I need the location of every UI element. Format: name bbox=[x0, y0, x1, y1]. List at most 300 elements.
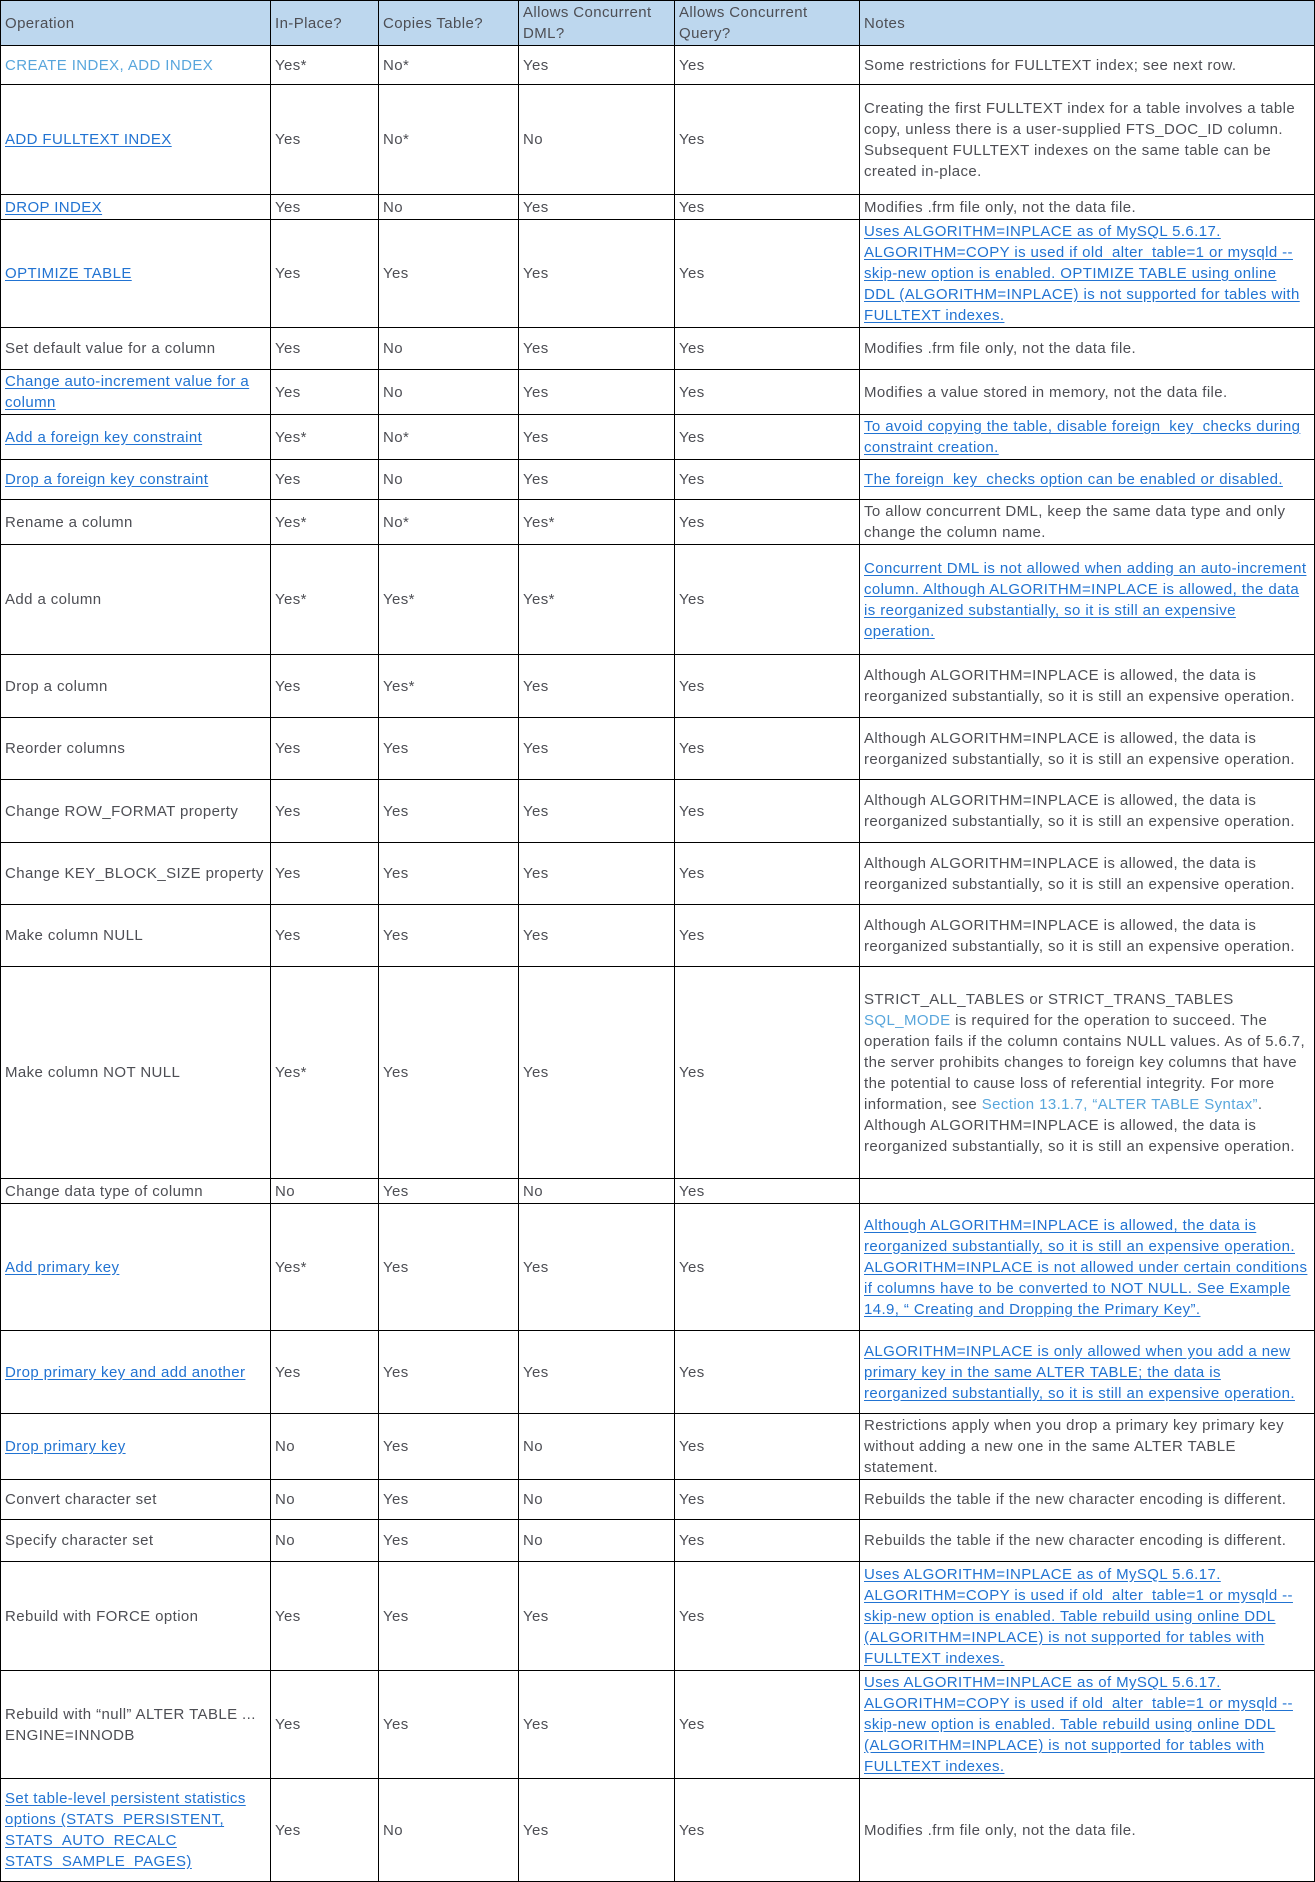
notes-cell bbox=[860, 1671, 1315, 1779]
copies-table-value: Yes bbox=[383, 927, 409, 944]
concurrent-dml-value: Yes bbox=[523, 677, 549, 695]
operation-text: Rename a column bbox=[5, 513, 133, 531]
copies-table-cell bbox=[379, 370, 519, 415]
concurrent-query-cell bbox=[675, 328, 860, 370]
copies-table-value: Yes bbox=[383, 1064, 409, 1081]
notes-cell bbox=[860, 195, 1315, 220]
notes-cell bbox=[860, 905, 1315, 967]
in-place-value: Yes bbox=[275, 1363, 301, 1381]
in-place-cell bbox=[271, 1480, 379, 1520]
concurrent-dml-cell bbox=[519, 967, 675, 1179]
in-place-cell bbox=[271, 500, 379, 545]
operation-cell bbox=[1, 1779, 271, 1882]
in-place-value: No bbox=[275, 1182, 295, 1200]
notes-link[interactable]: ALGORITHM=INPLACE is only allowed when you add a new primary key in the same ALTER TABLE; the data is reorganized substantially, so it is still an expensive operation. bbox=[864, 1342, 1295, 1402]
operation-cell bbox=[1, 1331, 271, 1414]
concurrent-dml-cell bbox=[519, 1520, 675, 1562]
copies-table-value: Yes* bbox=[383, 677, 415, 695]
operation-cell bbox=[1, 545, 271, 655]
concurrent-dml-value: Yes bbox=[523, 927, 549, 944]
concurrent-dml-value: Yes bbox=[523, 802, 549, 820]
notes-link[interactable]: Although ALGORITHM=INPLACE is allowed, the data is reorganized substantially, so it is still an expensive operation. ALGORITHM=INPLACE is not allowed under certain conditions if columns have to be converted to NOT NULL. See Example 14.9, “ Creating and Dropping the Primary Key”. bbox=[864, 1216, 1308, 1318]
table-row bbox=[1, 220, 1315, 328]
notes-text: STRICT_ALL_TABLES or STRICT_TRANS_TABLES bbox=[864, 990, 1234, 1008]
notes-text: Modifies .frm file only, not the data file. bbox=[864, 198, 1137, 216]
concurrent-query-cell bbox=[675, 370, 860, 415]
concurrent-dml-cell bbox=[519, 85, 675, 195]
copies-table-cell bbox=[379, 415, 519, 460]
in-place-value: No bbox=[275, 1438, 295, 1455]
notes-text: Although ALGORITHM=INPLACE is allowed, the data is reorganized substantially, so it is still an expensive operation. bbox=[864, 667, 1295, 705]
in-place-cell bbox=[271, 46, 379, 85]
notes-cell bbox=[860, 415, 1315, 460]
copies-table-cell bbox=[379, 460, 519, 500]
in-place-cell bbox=[271, 1414, 379, 1480]
concurrent-dml-value: Yes* bbox=[523, 513, 555, 531]
concurrent-dml-cell bbox=[519, 1480, 675, 1520]
notes-text: Creating the first FULLTEXT index for a table involves a table copy, unless there is a user-supplied FTS_DOC_ID column. Subsequent FULLTEXT indexes on the same table can be created in-place. bbox=[864, 99, 1296, 180]
notes-cell bbox=[860, 1480, 1315, 1520]
concurrent-dml-cell bbox=[519, 460, 675, 500]
operation-cell bbox=[1, 780, 271, 843]
operation-cell bbox=[1, 1562, 271, 1671]
notes-link[interactable]: SQL_MODE bbox=[864, 1011, 951, 1029]
operation-link[interactable]: Add primary key bbox=[5, 1258, 120, 1276]
concurrent-dml-value: Yes bbox=[523, 56, 549, 74]
concurrent-query-value: Yes bbox=[679, 1182, 705, 1200]
copies-table-value: Yes bbox=[383, 865, 409, 882]
concurrent-dml-cell bbox=[519, 1331, 675, 1414]
concurrent-query-value: Yes bbox=[679, 802, 705, 820]
operation-link[interactable]: Change auto-increment value for a column bbox=[5, 373, 250, 411]
table-row bbox=[1, 655, 1315, 718]
concurrent-query-cell bbox=[675, 415, 860, 460]
operation-link[interactable]: Drop primary key bbox=[5, 1438, 126, 1455]
concurrent-query-value: Yes bbox=[679, 1716, 705, 1733]
table-row bbox=[1, 415, 1315, 460]
notes-text: Restrictions apply when you drop a primary key primary key without adding a new one in the same ALTER TABLE statement. bbox=[864, 1417, 1285, 1476]
concurrent-query-value: Yes bbox=[679, 383, 705, 401]
concurrent-query-cell bbox=[675, 1204, 860, 1331]
concurrent-dml-value: No bbox=[523, 131, 543, 148]
in-place-cell bbox=[271, 843, 379, 905]
operation-text: Make column NULL bbox=[5, 927, 144, 944]
in-place-cell bbox=[271, 545, 379, 655]
operation-text: Convert character set bbox=[5, 1491, 157, 1508]
concurrent-dml-value: Yes bbox=[523, 1258, 549, 1276]
operation-cell bbox=[1, 905, 271, 967]
concurrent-dml-cell bbox=[519, 370, 675, 415]
table-row bbox=[1, 967, 1315, 1179]
notes-cell bbox=[860, 1414, 1315, 1480]
in-place-cell bbox=[271, 415, 379, 460]
operation-link[interactable]: DROP INDEX bbox=[5, 198, 103, 216]
concurrent-query-value: Yes bbox=[679, 56, 705, 74]
copies-table-value: Yes bbox=[383, 1438, 409, 1455]
in-place-value: Yes bbox=[275, 198, 301, 216]
notes-link[interactable]: The foreign_key_checks option can be enabled or disabled. bbox=[864, 471, 1283, 488]
operation-text: Drop a column bbox=[5, 677, 108, 695]
concurrent-dml-value: No bbox=[523, 1438, 543, 1455]
notes-text: Although ALGORITHM=INPLACE is allowed, the data is reorganized substantially, so it is still an expensive operation. bbox=[864, 792, 1295, 830]
in-place-value: Yes bbox=[275, 677, 301, 695]
concurrent-query-value: Yes bbox=[679, 1258, 705, 1276]
in-place-value: Yes* bbox=[275, 428, 307, 446]
concurrent-query-value: Yes bbox=[679, 428, 705, 446]
concurrent-query-cell bbox=[675, 843, 860, 905]
in-place-cell bbox=[271, 460, 379, 500]
operation-cell bbox=[1, 370, 271, 415]
operation-link[interactable]: Drop a foreign key constraint bbox=[5, 471, 209, 488]
concurrent-query-cell bbox=[675, 905, 860, 967]
concurrent-query-value: Yes bbox=[679, 591, 705, 608]
operation-cell bbox=[1, 655, 271, 718]
notes-cell bbox=[860, 328, 1315, 370]
in-place-cell bbox=[271, 718, 379, 780]
concurrent-dml-cell bbox=[519, 1671, 675, 1779]
operation-cell bbox=[1, 1480, 271, 1520]
table-row bbox=[1, 1779, 1315, 1882]
notes-cell bbox=[860, 843, 1315, 905]
copies-table-cell bbox=[379, 1204, 519, 1331]
in-place-value: No bbox=[275, 1491, 295, 1508]
concurrent-query-value: Yes bbox=[679, 265, 705, 282]
concurrent-query-cell bbox=[675, 1179, 860, 1204]
copies-table-value: Yes bbox=[383, 1716, 409, 1733]
concurrent-dml-value: No bbox=[523, 1532, 543, 1549]
notes-text: Some restrictions for FULLTEXT index; see next row. bbox=[864, 56, 1237, 74]
operation-cell bbox=[1, 1179, 271, 1204]
operation-cell bbox=[1, 843, 271, 905]
notes-cell bbox=[860, 1779, 1315, 1882]
table-row bbox=[1, 1562, 1315, 1671]
operation-text: Add a column bbox=[5, 591, 102, 608]
copies-table-value: Yes bbox=[383, 1491, 409, 1508]
table-row bbox=[1, 843, 1315, 905]
in-place-value: Yes bbox=[275, 740, 301, 757]
table-row bbox=[1, 46, 1315, 85]
in-place-value: Yes bbox=[275, 927, 301, 944]
in-place-value: Yes* bbox=[275, 56, 307, 74]
notes-cell bbox=[860, 718, 1315, 780]
header-row bbox=[1, 1, 1315, 46]
operation-cell bbox=[1, 1414, 271, 1480]
table-row bbox=[1, 195, 1315, 220]
notes-text: Modifies .frm file only, not the data file. bbox=[864, 340, 1137, 357]
operation-cell bbox=[1, 500, 271, 545]
table-row bbox=[1, 1179, 1315, 1204]
table-row bbox=[1, 1520, 1315, 1562]
table-row bbox=[1, 85, 1315, 195]
copies-table-cell bbox=[379, 1331, 519, 1414]
concurrent-query-value: Yes bbox=[679, 1438, 705, 1455]
concurrent-query-cell bbox=[675, 718, 860, 780]
notes-link[interactable]: Concurrent DML is not allowed when adding an auto-increment column. Although ALGORITHM=INPLACE is allowed, the data is reorganized substantially, so it is still an expensive operation. bbox=[864, 559, 1307, 640]
notes-link[interactable]: Section 13.1.7, “ALTER TABLE Syntax” bbox=[981, 1095, 1258, 1113]
concurrent-query-value: Yes bbox=[679, 927, 705, 944]
concurrent-dml-cell bbox=[519, 780, 675, 843]
in-place-value: No bbox=[275, 1532, 295, 1549]
operation-cell bbox=[1, 967, 271, 1179]
column-header-notes: Notes bbox=[860, 1, 1315, 46]
in-place-cell bbox=[271, 1562, 379, 1671]
copies-table-cell bbox=[379, 1671, 519, 1779]
table-row bbox=[1, 328, 1315, 370]
copies-table-value: Yes bbox=[383, 1182, 409, 1200]
notes-cell bbox=[860, 1331, 1315, 1414]
in-place-value: Yes bbox=[275, 471, 301, 488]
concurrent-dml-cell bbox=[519, 1562, 675, 1671]
notes-text: Modifies .frm file only, not the data file. bbox=[864, 1821, 1137, 1839]
operation-link[interactable]: Set table-level persistent statistics options (STATS_PERSISTENT, STATS_AUTO_RECALC STATS_SAMPLE_PAGES) bbox=[5, 1790, 246, 1870]
table-row bbox=[1, 1414, 1315, 1480]
copies-table-cell bbox=[379, 905, 519, 967]
concurrent-dml-cell bbox=[519, 415, 675, 460]
concurrent-dml-value: Yes bbox=[523, 428, 549, 446]
copies-table-cell bbox=[379, 85, 519, 195]
operation-text: Change KEY_BLOCK_SIZE property bbox=[5, 865, 264, 882]
concurrent-dml-value: Yes bbox=[523, 1716, 549, 1733]
concurrent-query-cell bbox=[675, 1414, 860, 1480]
concurrent-query-value: Yes bbox=[679, 1821, 705, 1839]
in-place-cell bbox=[271, 220, 379, 328]
concurrent-query-cell bbox=[675, 500, 860, 545]
concurrent-query-value: Yes bbox=[679, 1532, 705, 1549]
notes-cell bbox=[860, 220, 1315, 328]
in-place-cell bbox=[271, 1520, 379, 1562]
concurrent-dml-value: Yes bbox=[523, 340, 549, 357]
concurrent-dml-cell bbox=[519, 1779, 675, 1882]
concurrent-query-cell bbox=[675, 460, 860, 500]
operation-text: Rebuild with FORCE option bbox=[5, 1607, 199, 1625]
concurrent-dml-cell bbox=[519, 718, 675, 780]
in-place-cell bbox=[271, 1204, 379, 1331]
concurrent-dml-value: Yes bbox=[523, 1821, 549, 1839]
notes-link[interactable]: Uses ALGORITHM=INPLACE as of MySQL 5.6.17. ALGORITHM=COPY is used if old_alter_table=1 or mysqld --skip-new option is enabled. OPTIMIZE TABLE using online DDL (ALGORITHM=INPLACE) is not supported for tables with FULLTEXT indexes. bbox=[864, 223, 1300, 324]
operation-text: Change ROW_FORMAT property bbox=[5, 802, 239, 820]
copies-table-cell bbox=[379, 1562, 519, 1671]
operation-text: Set default value for a column bbox=[5, 340, 216, 357]
concurrent-query-value: Yes bbox=[679, 1491, 705, 1508]
concurrent-query-cell bbox=[675, 1779, 860, 1882]
in-place-cell bbox=[271, 655, 379, 718]
notes-link[interactable]: Uses ALGORITHM=INPLACE as of MySQL 5.6.17. ALGORITHM=COPY is used if old_alter_table=1 or mysqld --skip-new option is enabled. Table rebuild using online DDL (ALGORITHM=INPLACE) is not supported for tables with FULLTEXT indexes. bbox=[864, 1565, 1293, 1667]
concurrent-dml-value: Yes bbox=[523, 471, 549, 488]
operation-text: Specify character set bbox=[5, 1532, 154, 1549]
copies-table-value: Yes* bbox=[383, 591, 415, 608]
concurrent-dml-value: Yes bbox=[523, 383, 549, 401]
copies-table-cell bbox=[379, 46, 519, 85]
in-place-value: Yes bbox=[275, 265, 301, 282]
concurrent-query-cell bbox=[675, 1520, 860, 1562]
operation-link[interactable]: ADD FULLTEXT INDEX bbox=[5, 131, 172, 148]
operation-cell bbox=[1, 195, 271, 220]
concurrent-dml-value: Yes bbox=[523, 1363, 549, 1381]
copies-table-cell bbox=[379, 500, 519, 545]
concurrent-dml-cell bbox=[519, 843, 675, 905]
concurrent-query-value: Yes bbox=[679, 865, 705, 882]
concurrent-dml-cell bbox=[519, 220, 675, 328]
concurrent-dml-value: Yes bbox=[523, 865, 549, 882]
operation-cell bbox=[1, 415, 271, 460]
operation-cell bbox=[1, 718, 271, 780]
in-place-value: Yes bbox=[275, 1821, 301, 1839]
operation-text: Reorder columns bbox=[5, 740, 126, 757]
operation-link[interactable]: Drop primary key and add another bbox=[5, 1363, 246, 1381]
in-place-value: Yes bbox=[275, 131, 301, 148]
notes-cell bbox=[860, 370, 1315, 415]
column-header-operation: Operation bbox=[1, 1, 271, 46]
notes-text: . Although ALGORITHM=INPLACE is allowed, the data is reorganized substantially, so it is still an expensive operation. bbox=[864, 1095, 1295, 1155]
concurrent-dml-value: Yes bbox=[523, 740, 549, 757]
operation-text: Make column NOT NULL bbox=[5, 1064, 181, 1081]
notes-link[interactable]: Uses ALGORITHM=INPLACE as of MySQL 5.6.17. ALGORITHM=COPY is used if old_alter_table=1 or mysqld --skip-new option is enabled. Table rebuild using online DDL (ALGORITHM=INPLACE) is not supported for tables with FULLTEXT indexes. bbox=[864, 1674, 1293, 1775]
concurrent-dml-value: No bbox=[523, 1491, 543, 1508]
notes-cell bbox=[860, 460, 1315, 500]
copies-table-value: Yes bbox=[383, 1258, 409, 1276]
in-place-value: Yes bbox=[275, 865, 301, 882]
notes-cell bbox=[860, 545, 1315, 655]
table-header bbox=[1, 1, 1315, 46]
copies-table-value: Yes bbox=[383, 740, 409, 757]
in-place-value: Yes* bbox=[275, 1258, 307, 1276]
notes-cell bbox=[860, 500, 1315, 545]
copies-table-value: Yes bbox=[383, 1532, 409, 1549]
operation-cell bbox=[1, 220, 271, 328]
notes-cell bbox=[860, 85, 1315, 195]
notes-link[interactable]: To avoid copying the table, disable foreign_key_checks during constraint creation. bbox=[864, 418, 1301, 456]
concurrent-dml-value: Yes bbox=[523, 1064, 549, 1081]
table-row bbox=[1, 545, 1315, 655]
concurrent-dml-cell bbox=[519, 1179, 675, 1204]
concurrent-query-value: Yes bbox=[679, 471, 705, 488]
copies-table-cell bbox=[379, 655, 519, 718]
concurrent-query-cell bbox=[675, 545, 860, 655]
concurrent-dml-value: Yes* bbox=[523, 591, 555, 608]
copies-table-value: Yes bbox=[383, 1363, 409, 1381]
copies-table-cell bbox=[379, 1480, 519, 1520]
copies-table-cell bbox=[379, 1414, 519, 1480]
copies-table-cell bbox=[379, 220, 519, 328]
concurrent-query-value: Yes bbox=[679, 513, 705, 531]
in-place-value: Yes bbox=[275, 1716, 301, 1733]
table-row bbox=[1, 370, 1315, 415]
in-place-value: Yes* bbox=[275, 591, 307, 608]
concurrent-query-value: Yes bbox=[679, 1363, 705, 1381]
in-place-value: Yes* bbox=[275, 1064, 307, 1081]
notes-text: Although ALGORITHM=INPLACE is allowed, the data is reorganized substantially, so it is still an expensive operation. bbox=[864, 916, 1295, 955]
operation-text: Change data type of column bbox=[5, 1182, 204, 1200]
concurrent-dml-value: Yes bbox=[523, 198, 549, 216]
in-place-cell bbox=[271, 1779, 379, 1882]
notes-cell bbox=[860, 780, 1315, 843]
operation-cell bbox=[1, 1204, 271, 1331]
concurrent-query-cell bbox=[675, 780, 860, 843]
concurrent-query-value: Yes bbox=[679, 340, 705, 357]
notes-text: Modifies a value stored in memory, not the data file. bbox=[864, 383, 1228, 401]
copies-table-value: No bbox=[383, 383, 403, 401]
concurrent-query-cell bbox=[675, 1671, 860, 1779]
concurrent-query-cell bbox=[675, 1331, 860, 1414]
copies-table-value: No* bbox=[383, 513, 410, 531]
in-place-value: Yes* bbox=[275, 513, 307, 531]
concurrent-query-cell bbox=[675, 85, 860, 195]
notes-cell bbox=[860, 1520, 1315, 1562]
in-place-cell bbox=[271, 1331, 379, 1414]
concurrent-query-value: Yes bbox=[679, 131, 705, 148]
table-row bbox=[1, 460, 1315, 500]
concurrent-dml-cell bbox=[519, 195, 675, 220]
operation-cell bbox=[1, 1671, 271, 1779]
operation-cell bbox=[1, 328, 271, 370]
table-body bbox=[1, 46, 1315, 1882]
in-place-cell bbox=[271, 328, 379, 370]
in-place-value: Yes bbox=[275, 383, 301, 401]
column-header-in-place: In-Place? bbox=[271, 1, 379, 46]
copies-table-cell bbox=[379, 195, 519, 220]
table-row bbox=[1, 1671, 1315, 1779]
in-place-cell bbox=[271, 905, 379, 967]
in-place-cell bbox=[271, 370, 379, 415]
copies-table-value: No bbox=[383, 198, 403, 216]
copies-table-value: No bbox=[383, 1821, 403, 1839]
copies-table-value: No bbox=[383, 340, 403, 357]
in-place-value: Yes bbox=[275, 340, 301, 357]
in-place-cell bbox=[271, 1179, 379, 1204]
copies-table-value: Yes bbox=[383, 265, 409, 282]
table-row bbox=[1, 1204, 1315, 1331]
notes-cell bbox=[860, 1179, 1315, 1204]
table-row bbox=[1, 1331, 1315, 1414]
operation-link[interactable]: CREATE INDEX, ADD INDEX bbox=[5, 56, 214, 74]
notes-text: is required for the operation to succeed. The operation fails if the column contains NULL values. As of 5.6.7, the server prohibits changes to foreign key columns that have the potential to cause loss of referential integrity. For more information, see bbox=[864, 1011, 1306, 1113]
copies-table-cell bbox=[379, 718, 519, 780]
notes-cell bbox=[860, 46, 1315, 85]
copies-table-value: No bbox=[383, 471, 403, 488]
concurrent-dml-cell bbox=[519, 1204, 675, 1331]
in-place-cell bbox=[271, 780, 379, 843]
in-place-cell bbox=[271, 195, 379, 220]
concurrent-dml-cell bbox=[519, 46, 675, 85]
copies-table-cell bbox=[379, 545, 519, 655]
column-header-copies-table: Copies Table? bbox=[379, 1, 519, 46]
concurrent-query-value: Yes bbox=[679, 677, 705, 695]
in-place-cell bbox=[271, 1671, 379, 1779]
copies-table-cell bbox=[379, 780, 519, 843]
table-row bbox=[1, 1480, 1315, 1520]
copies-table-cell bbox=[379, 1779, 519, 1882]
operation-text: Rebuild with “null” ALTER TABLE ... ENGINE=INNODB bbox=[5, 1705, 256, 1744]
in-place-cell bbox=[271, 967, 379, 1179]
operation-cell bbox=[1, 85, 271, 195]
table-row bbox=[1, 718, 1315, 780]
copies-table-cell bbox=[379, 1179, 519, 1204]
concurrent-dml-value: Yes bbox=[523, 1607, 549, 1625]
notes-cell bbox=[860, 655, 1315, 718]
operation-link[interactable]: OPTIMIZE TABLE bbox=[5, 265, 132, 282]
concurrent-query-cell bbox=[675, 967, 860, 1179]
operation-link[interactable]: Add a foreign key constraint bbox=[5, 428, 203, 446]
notes-text: Although ALGORITHM=INPLACE is allowed, the data is reorganized substantially, so it is still an expensive operation. bbox=[864, 854, 1295, 893]
concurrent-query-cell bbox=[675, 220, 860, 328]
copies-table-cell bbox=[379, 1520, 519, 1562]
operation-cell bbox=[1, 46, 271, 85]
copies-table-value: No* bbox=[383, 428, 410, 446]
column-header-concurrent-query: Allows Concurrent Query? bbox=[675, 1, 860, 46]
in-place-cell bbox=[271, 85, 379, 195]
table-row bbox=[1, 780, 1315, 843]
in-place-value: Yes bbox=[275, 1607, 301, 1625]
